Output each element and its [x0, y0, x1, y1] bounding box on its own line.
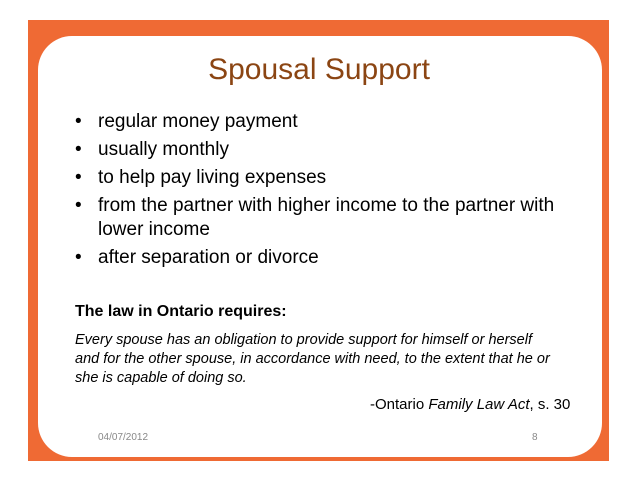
bullet-item — [75, 166, 575, 190]
bullet-text: from the partner with higher income to the partner with lower income — [98, 195, 555, 240]
bullet-text: after separation or divorce — [98, 247, 319, 268]
bullet-text: regular money payment — [98, 111, 298, 132]
bullet-marker: • — [75, 111, 82, 132]
page-number: 8 — [532, 432, 538, 443]
bullet-text: to help pay living expenses — [98, 167, 327, 188]
law-quote: Every spouse has an obligation to provide support for himself or herself and for the other spouse, in accordance with need, to the extent that he or she is capable of doing so. — [75, 332, 550, 386]
bullet-marker: • — [75, 167, 82, 188]
bullet-item — [75, 110, 575, 134]
law-heading: The law in Ontario requires: — [75, 303, 287, 320]
bullet-item — [75, 246, 575, 270]
slide-title: Spousal Support — [208, 53, 430, 86]
bullet-list — [75, 110, 575, 274]
footer-date: 04/07/2012 — [98, 432, 149, 443]
bullet-marker: • — [75, 247, 82, 268]
bullet-item — [75, 138, 575, 162]
citation-suffix: , s. 30 — [529, 396, 571, 413]
citation-act: Family Law Act — [428, 396, 530, 413]
citation-prefix: -Ontario — [370, 396, 429, 413]
bullet-marker: • — [75, 195, 82, 216]
bullet-marker: • — [75, 139, 82, 160]
bullet-text: usually monthly — [98, 139, 229, 160]
bullet-item — [75, 194, 575, 242]
law-citation — [370, 396, 605, 413]
